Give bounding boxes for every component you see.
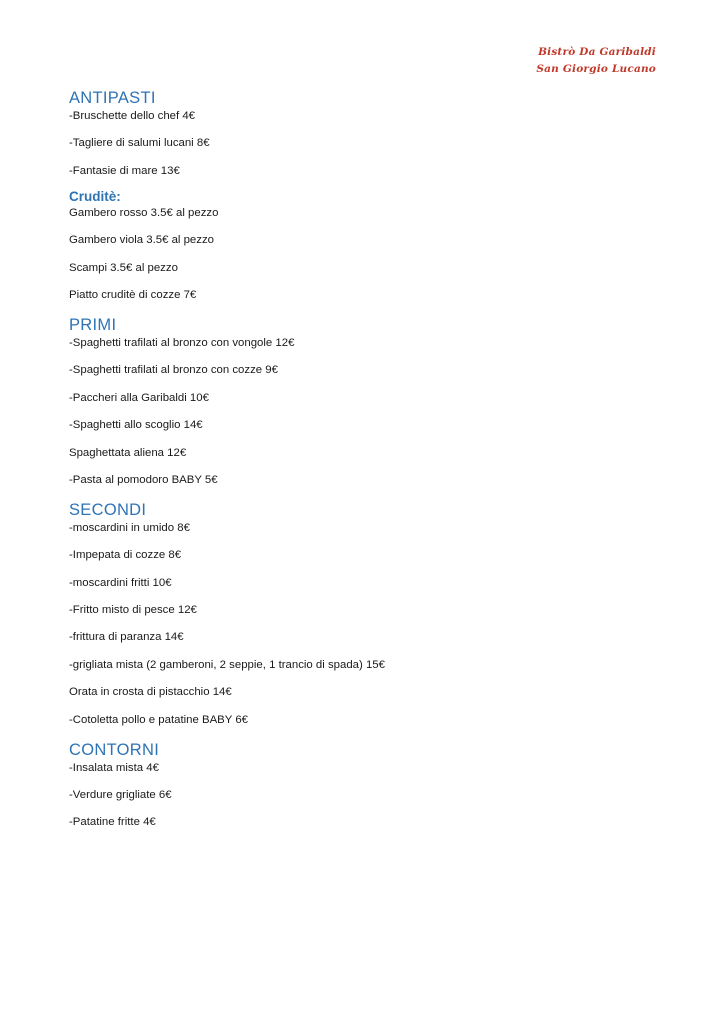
menu-item: -moscardini in umido 8€ [69, 521, 190, 534]
menu-item: -Impepata di cozze 8€ [69, 549, 182, 562]
menu-item: Gambero viola 3.5€ al pezzo [69, 234, 214, 247]
menu-item: -frittura di paranza 14€ [69, 631, 184, 644]
menu-item: -Spaghetti trafilati al bronzo con cozze 9€ [69, 364, 278, 377]
crudite-list [69, 206, 669, 302]
menu-item: -Bruschette dello chef 4€ [69, 110, 196, 122]
menu-item: -Paccheri alla Garibaldi 10€ [69, 391, 209, 404]
section-primi [69, 314, 669, 487]
section-secondi [69, 499, 669, 727]
menu-item: -Fantasie di mare 13€ [69, 164, 180, 177]
menu-item: -moscardini fritti 10€ [69, 576, 172, 589]
restaurant-location: San Giorgio Lucano [536, 63, 656, 75]
menu-item: Spaghettata aliena 12€ [69, 446, 187, 459]
contorni-list [69, 761, 669, 830]
menu-item: -Tagliere di salumi lucani 8€ [69, 137, 210, 150]
section-title-primi: PRIMI [69, 315, 117, 334]
menu-item: Scampi 3.5€ al pezzo [69, 261, 178, 274]
restaurant-name: Bistrò Da Garibaldi [538, 46, 656, 58]
secondi-list [69, 521, 669, 727]
antipasti-list [69, 109, 669, 178]
menu-item: -Patatine fritte 4€ [69, 816, 156, 829]
subsection-title-crudite: Cruditè: [69, 188, 121, 204]
menu-item: -Pasta al pomodoro BABY 5€ [69, 473, 218, 486]
menu-content [69, 87, 669, 829]
menu-item: -Cotoletta pollo e patatine BABY 6€ [69, 713, 248, 726]
restaurant-header [536, 44, 656, 78]
section-antipasti [69, 87, 669, 302]
menu-item: -Fritto misto di pesce 12€ [69, 604, 197, 617]
section-title-contorni: CONTORNI [69, 740, 160, 759]
menu-item: Piatto cruditè di cozze 7€ [69, 288, 197, 301]
menu-item: -Verdure grigliate 6€ [69, 789, 172, 802]
menu-item: -Insalata mista 4€ [69, 761, 159, 774]
section-title-antipasti: ANTIPASTI [69, 89, 156, 107]
menu-item: Orata in crosta di pistacchio 14€ [69, 686, 232, 699]
menu-item: -Spaghetti allo scoglio 14€ [69, 419, 203, 432]
section-title-secondi: SECONDI [69, 500, 147, 519]
menu-item: -Spaghetti trafilati al bronzo con vongole 12€ [69, 336, 295, 349]
section-contorni [69, 739, 669, 830]
primi-list [69, 336, 669, 487]
menu-item: Gambero rosso 3.5€ al pezzo [69, 206, 219, 219]
menu-item: -grigliata mista (2 gamberoni, 2 seppie, 1 trancio di spada) 15€ [69, 658, 385, 671]
